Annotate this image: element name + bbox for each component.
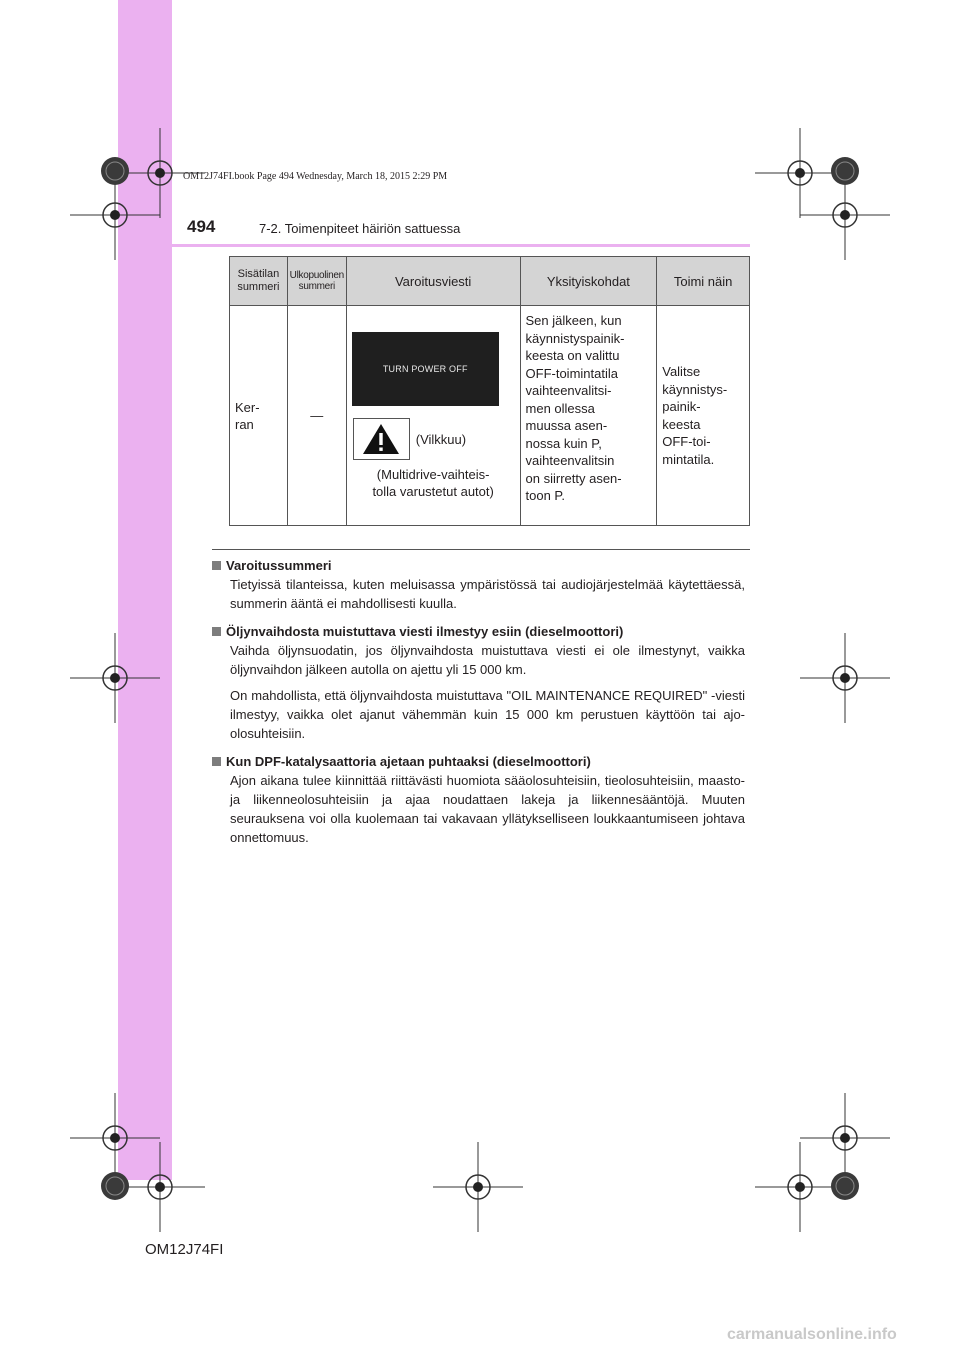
watermark: carmanualsonline.info <box>727 1326 897 1343</box>
section-heading: Kun DPF-katalysaattoria ajetaan puhtaaksi (dieselmoottori) <box>212 752 745 771</box>
exterior-buzzer-cell: — <box>287 306 346 526</box>
details-line: men ollessa <box>525 400 595 416</box>
square-bullet-icon <box>212 561 221 570</box>
action-line: OFF-toi- <box>662 434 711 449</box>
details-line: toon P. <box>525 488 566 503</box>
star-target-icon <box>830 1171 860 1201</box>
header-message: Varoitusviesti <box>346 257 520 306</box>
table-header-row <box>230 257 750 306</box>
header-exterior-buzzer: Ulkopuolinen summeri <box>287 257 346 306</box>
display-screen <box>352 332 499 406</box>
square-bullet-icon <box>212 757 221 766</box>
notes-content <box>212 556 745 856</box>
applicability-note: (Multidrive-vaihteis- tolla varustetut autot) <box>372 467 494 499</box>
document-code: OM12J74FI <box>145 1241 224 1258</box>
action-line: Valitse <box>662 364 701 379</box>
paragraph: On mahdollista, että öljynvaihdosta muistuttava "OIL MAINTENANCE REQUIRED" -viesti ilmestyy, vaikka olet ajanut vähemmän kuin 15 000 km perustuen käyttöön tai ajo-olosuhteisiin. <box>230 688 745 741</box>
page-number: 494 <box>187 217 216 236</box>
details-line: käynnistyspainik- <box>525 330 625 346</box>
header-rule <box>118 244 750 247</box>
paragraph: Ajon aikana tulee kiinnittää riittävästi huomiota sääolosuhteisiin, tieolosuhteisiin, maasto- ja liikenneolosuhteisiin ja ajaa noudattaen lakeja ja liikennesääntöjä. Muuten seurauksena voi olla kuolemaan tai vakavaan yllätykselliseen loukkaantumiseen johtava onnettomuus. <box>230 773 745 845</box>
action-line: käynnistys- <box>662 381 728 397</box>
details-line: on siirretty asen- <box>525 470 622 486</box>
section-heading: Öljynvaihdosta muistuttava viesti ilmestyy esiin (dieselmoottori) <box>212 622 745 641</box>
details-line: vaihteenvalitsin <box>525 453 615 468</box>
table-row <box>230 306 750 526</box>
details-line: Sen jälkeen, kun <box>525 313 622 328</box>
flash-label: (Vilkkuu) <box>415 431 467 447</box>
details-cell <box>520 306 657 526</box>
registration-mark-icon <box>433 1142 523 1232</box>
action-cell <box>657 306 750 526</box>
warning-table <box>229 256 750 526</box>
section-divider <box>212 549 750 550</box>
details-line: keesta on valittu <box>525 348 620 363</box>
section-heading: Varoitussummeri <box>212 556 745 575</box>
action-line: mintatila. <box>662 451 715 467</box>
action-line: painik- <box>662 399 701 414</box>
action-line: keesta <box>662 416 701 432</box>
paragraph: Vaihda öljynsuodatin, jos öljynvaihdosta muistuttava viesti ei ole ilmestynyt, vaikka öljynvaihdon jälkeen autolla on ajettu yli 15 000 km. <box>230 643 745 677</box>
warning-triangle-icon <box>353 418 410 460</box>
header-details: Yksityiskohdat <box>520 257 657 306</box>
details-line: nossa kuin P, <box>525 435 602 451</box>
star-target-icon <box>830 156 860 186</box>
screen-text: TURN POWER OFF <box>382 364 468 374</box>
details-line: OFF-toimintatila <box>525 365 618 381</box>
registration-mark-icon <box>800 633 890 723</box>
message-cell <box>346 306 520 526</box>
book-stamp: OM12J74FI.book Page 494 Wednesday, March 18, 2015 2:29 PM <box>183 171 448 182</box>
paragraph: Tietyissä tilanteissa, kuten meluisassa ympäristössä tai audiojärjestelmää käytettäessä, summerin ääntä ei mahdollisesti kuulla. <box>230 577 745 611</box>
registration-mark-icon <box>70 633 160 723</box>
header-action: Toimi näin <box>657 257 750 306</box>
interior-buzzer-cell: Ker- ran <box>230 306 288 526</box>
section-title: 7-2. Toimenpiteet häiriön sattuessa <box>259 221 461 236</box>
details-line: vaihteenvalitsi- <box>525 383 612 398</box>
details-line: muussa asen- <box>525 418 608 433</box>
header-interior-buzzer: Sisätilan summeri <box>230 257 288 306</box>
star-target-icon <box>100 1171 130 1201</box>
square-bullet-icon <box>212 627 221 636</box>
star-target-icon <box>100 156 130 186</box>
